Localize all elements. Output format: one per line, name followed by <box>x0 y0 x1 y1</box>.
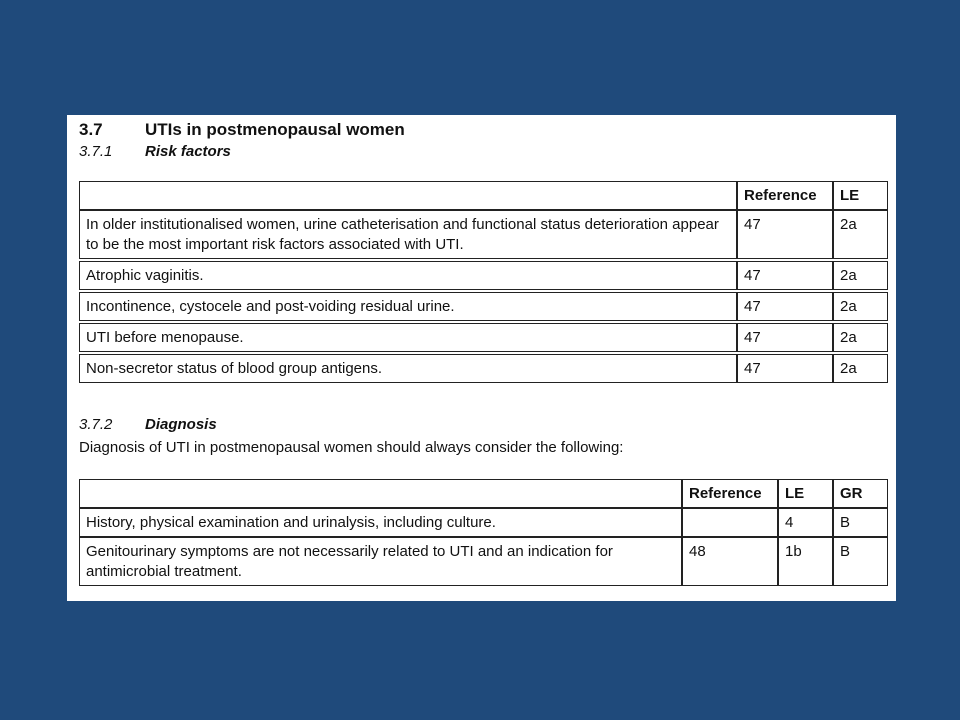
table-row <box>79 354 888 383</box>
diagnosis-table <box>79 479 888 586</box>
table-row <box>79 210 888 259</box>
risk-title: Risk factors <box>145 143 231 160</box>
table-row <box>79 508 888 537</box>
reference-cell: 47 <box>737 261 833 290</box>
diagnosis-subheading <box>79 416 217 433</box>
header-cell-le: LE <box>778 479 833 508</box>
table-row <box>79 323 888 352</box>
le-cell: 2a <box>833 292 888 321</box>
reference-cell: 47 <box>737 323 833 352</box>
section-title: UTIs in postmenopausal women <box>145 120 405 139</box>
le-cell: 2a <box>833 323 888 352</box>
reference-cell: 47 <box>737 292 833 321</box>
risk-text-cell: Atrophic vaginitis. <box>79 261 737 290</box>
table-row <box>79 292 888 321</box>
gr-cell: B <box>833 508 888 537</box>
reference-cell: 47 <box>737 354 833 383</box>
header-cell-le: LE <box>833 181 888 210</box>
header-cell-reference: Reference <box>682 479 778 508</box>
le-cell: 2a <box>833 210 888 259</box>
risk-subheading <box>79 143 231 160</box>
diagnosis-title: Diagnosis <box>145 416 217 433</box>
le-cell: 2a <box>833 261 888 290</box>
header-cell-reference: Reference <box>737 181 833 210</box>
le-cell: 4 <box>778 508 833 537</box>
diagnosis-intro: Diagnosis of UTI in postmenopausal women should always consider the following: <box>79 439 624 456</box>
header-cell-blank <box>79 479 682 508</box>
header-cell-gr: GR <box>833 479 888 508</box>
risk-text-cell: UTI before menopause. <box>79 323 737 352</box>
document-page <box>67 115 896 601</box>
diagnosis-number: 3.7.2 <box>79 416 113 433</box>
table-row <box>79 261 888 290</box>
diagnosis-text-cell: Genitourinary symptoms are not necessarily related to UTI and an indication for antimicrobial treatment. <box>79 537 682 586</box>
reference-cell: 47 <box>737 210 833 259</box>
reference-cell <box>682 508 778 537</box>
gr-cell: B <box>833 537 888 586</box>
diagnosis-text-cell: History, physical examination and urinalysis, including culture. <box>79 508 682 537</box>
risk-number: 3.7.1 <box>79 143 113 160</box>
risk-text-cell: Incontinence, cystocele and post-voiding residual urine. <box>79 292 737 321</box>
table-header-row <box>79 181 888 210</box>
risk-text-cell: In older institutionalised women, urine catheterisation and functional status deterioration appear to be the most important risk factors associated with UTI. <box>79 210 737 259</box>
risk-text-cell: Non-secretor status of blood group antigens. <box>79 354 737 383</box>
section-number: 3.7 <box>79 120 103 139</box>
table-row <box>79 537 888 586</box>
le-cell: 2a <box>833 354 888 383</box>
section-heading <box>79 120 405 140</box>
table-header-row <box>79 479 888 508</box>
reference-cell: 48 <box>682 537 778 586</box>
le-cell: 1b <box>778 537 833 586</box>
risk-factors-table <box>79 181 888 383</box>
header-cell-blank <box>79 181 737 210</box>
